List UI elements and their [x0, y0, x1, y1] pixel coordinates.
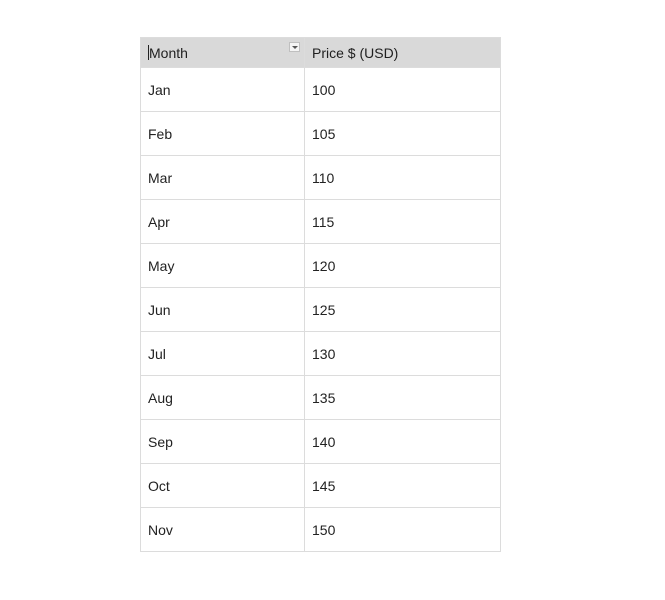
cell-month[interactable]: Nov	[141, 508, 305, 552]
table-row	[141, 156, 501, 200]
header-row	[141, 38, 501, 68]
header-month-label: Month	[149, 44, 188, 61]
header-month[interactable]	[141, 38, 305, 68]
cell-month[interactable]: Jan	[141, 68, 305, 112]
cell-month[interactable]: Aug	[141, 376, 305, 420]
filter-dropdown-icon[interactable]	[289, 42, 300, 52]
table-row	[141, 288, 501, 332]
cell-month[interactable]: Mar	[141, 156, 305, 200]
cell-month[interactable]: Jul	[141, 332, 305, 376]
cell-price[interactable]: 140	[305, 420, 501, 464]
cell-month[interactable]: Apr	[141, 200, 305, 244]
cell-month[interactable]: Sep	[141, 420, 305, 464]
table-row	[141, 464, 501, 508]
table-row	[141, 508, 501, 552]
cell-month[interactable]: Oct	[141, 464, 305, 508]
cell-price[interactable]: 145	[305, 464, 501, 508]
cell-price[interactable]: 125	[305, 288, 501, 332]
table-row	[141, 376, 501, 420]
table-row	[141, 200, 501, 244]
header-price[interactable]	[305, 38, 501, 68]
cell-month[interactable]: May	[141, 244, 305, 288]
cell-price[interactable]: 110	[305, 156, 501, 200]
table-row	[141, 68, 501, 112]
cell-price[interactable]: 105	[305, 112, 501, 156]
header-price-label: Price $ (USD)	[312, 44, 399, 61]
data-table	[140, 37, 501, 552]
table-row	[141, 332, 501, 376]
cell-price[interactable]: 120	[305, 244, 501, 288]
table-row	[141, 244, 501, 288]
cell-month[interactable]: Jun	[141, 288, 305, 332]
table-row	[141, 420, 501, 464]
table-row	[141, 112, 501, 156]
cell-month[interactable]: Feb	[141, 112, 305, 156]
cell-price[interactable]: 130	[305, 332, 501, 376]
cell-price[interactable]: 135	[305, 376, 501, 420]
cell-price[interactable]: 150	[305, 508, 501, 552]
cell-price[interactable]: 100	[305, 68, 501, 112]
cell-price[interactable]: 115	[305, 200, 501, 244]
